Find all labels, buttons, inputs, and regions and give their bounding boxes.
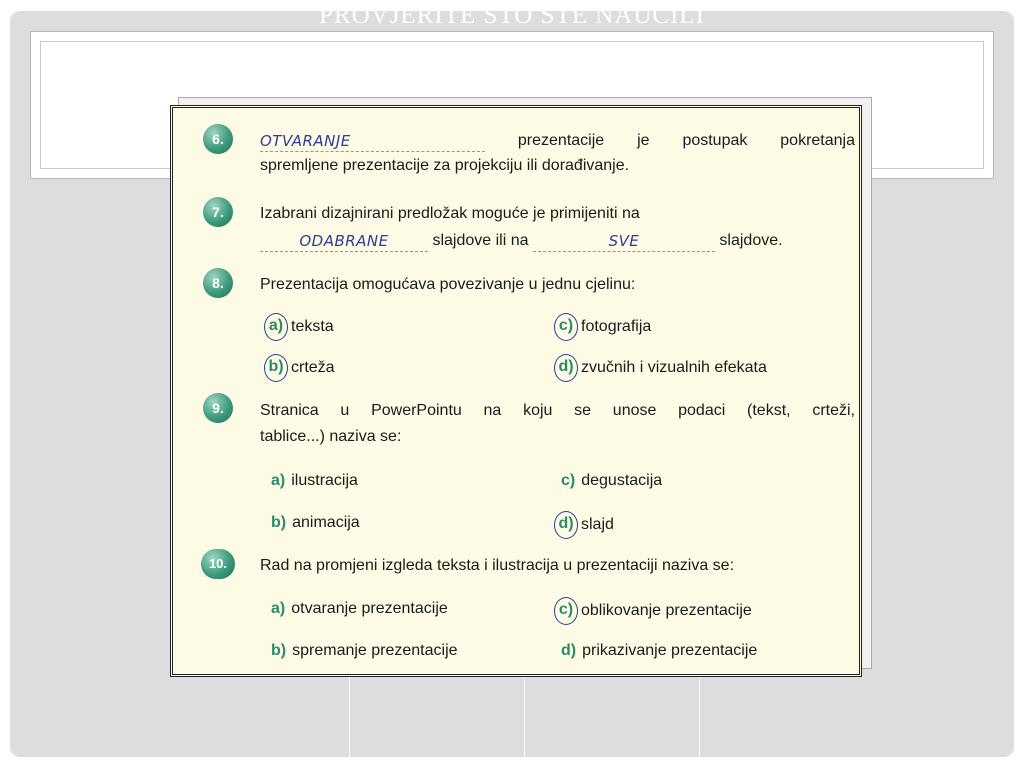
option-letter: a) [271,472,286,489]
question-9-option-d[interactable]: d) slajd [558,511,614,539]
question-7-line1: Izabrani dizajnirani predložak moguće je primijeniti na [260,205,640,222]
question-8-option-a[interactable]: a) teksta [268,313,334,341]
question-6-answer: OTVARANJE [260,132,351,150]
question-8-option-b[interactable]: b) crteža [268,354,335,382]
option-letter: c) [554,313,578,341]
option-letter: b) [264,354,288,382]
question-10-badge: 10. [201,549,235,579]
option-letter: b) [271,642,287,659]
question-7-answer-2: SVE [608,232,640,250]
option-letter: c) [554,597,578,625]
question-10-text: Rad na promjeni izgleda teksta i ilustracija u prezentaciji naziva se: [260,557,735,574]
question-9-line2: tablice...) naziva se: [260,428,402,445]
question-6-badge: 6. [203,124,233,154]
option-letter: d) [554,354,578,382]
question-7-blank-1 [260,231,428,252]
option-letter: d) [561,642,577,659]
divider-line [699,676,700,758]
option-letter: d) [554,511,578,539]
divider-line [524,676,525,758]
question-7-line2: ODABRANE slajdove ili na SVE slajdove. [260,229,855,252]
question-7-badge: 7. [203,197,233,227]
quiz-card [170,105,862,677]
question-8-badge: 8. [203,268,233,298]
question-7-blank-2 [533,231,715,252]
question-9-option-a[interactable]: a) ilustracija [271,472,358,489]
option-letter: a) [264,313,288,341]
option-letter: a) [271,600,286,617]
question-8-text: Prezentacija omogućava povezivanje u jednu cjelinu: [260,276,636,293]
question-9-option-c[interactable]: c) degustacija [561,472,663,489]
question-10-option-a[interactable]: a) otvaranje prezentacije [271,600,448,617]
option-letter: b) [271,514,287,531]
option-letter: c) [561,472,576,489]
question-10-option-d[interactable]: d) prikazivanje prezentacije [561,642,758,659]
question-10-option-b[interactable]: b) spremanje prezentacije [271,642,458,659]
divider-line [349,676,350,758]
question-10-option-c[interactable]: c) oblikovanje prezentacije [558,597,752,625]
question-9-badge: 9. [203,393,233,423]
question-6-line2: spremljene prezentacije za projekciju ili dorađivanje. [260,157,630,174]
question-8-option-d[interactable]: d) zvučnih i vizualnih efekata [558,354,767,382]
question-7-answer-1: ODABRANE [299,232,389,250]
slide-title: PROVJERITE ŠTO STE NAUČILI [319,2,705,29]
question-6-blank [260,131,485,152]
question-9-option-b[interactable]: b) animacija [271,514,360,531]
question-6-line1: OTVARANJE prezentacije je postupak pokretanja [260,132,855,150]
question-8-option-c[interactable]: c) fotografija [558,313,651,341]
question-9-line1: Stranica u PowerPointu na koju se unose podaci (tekst, crteži, [260,402,855,419]
